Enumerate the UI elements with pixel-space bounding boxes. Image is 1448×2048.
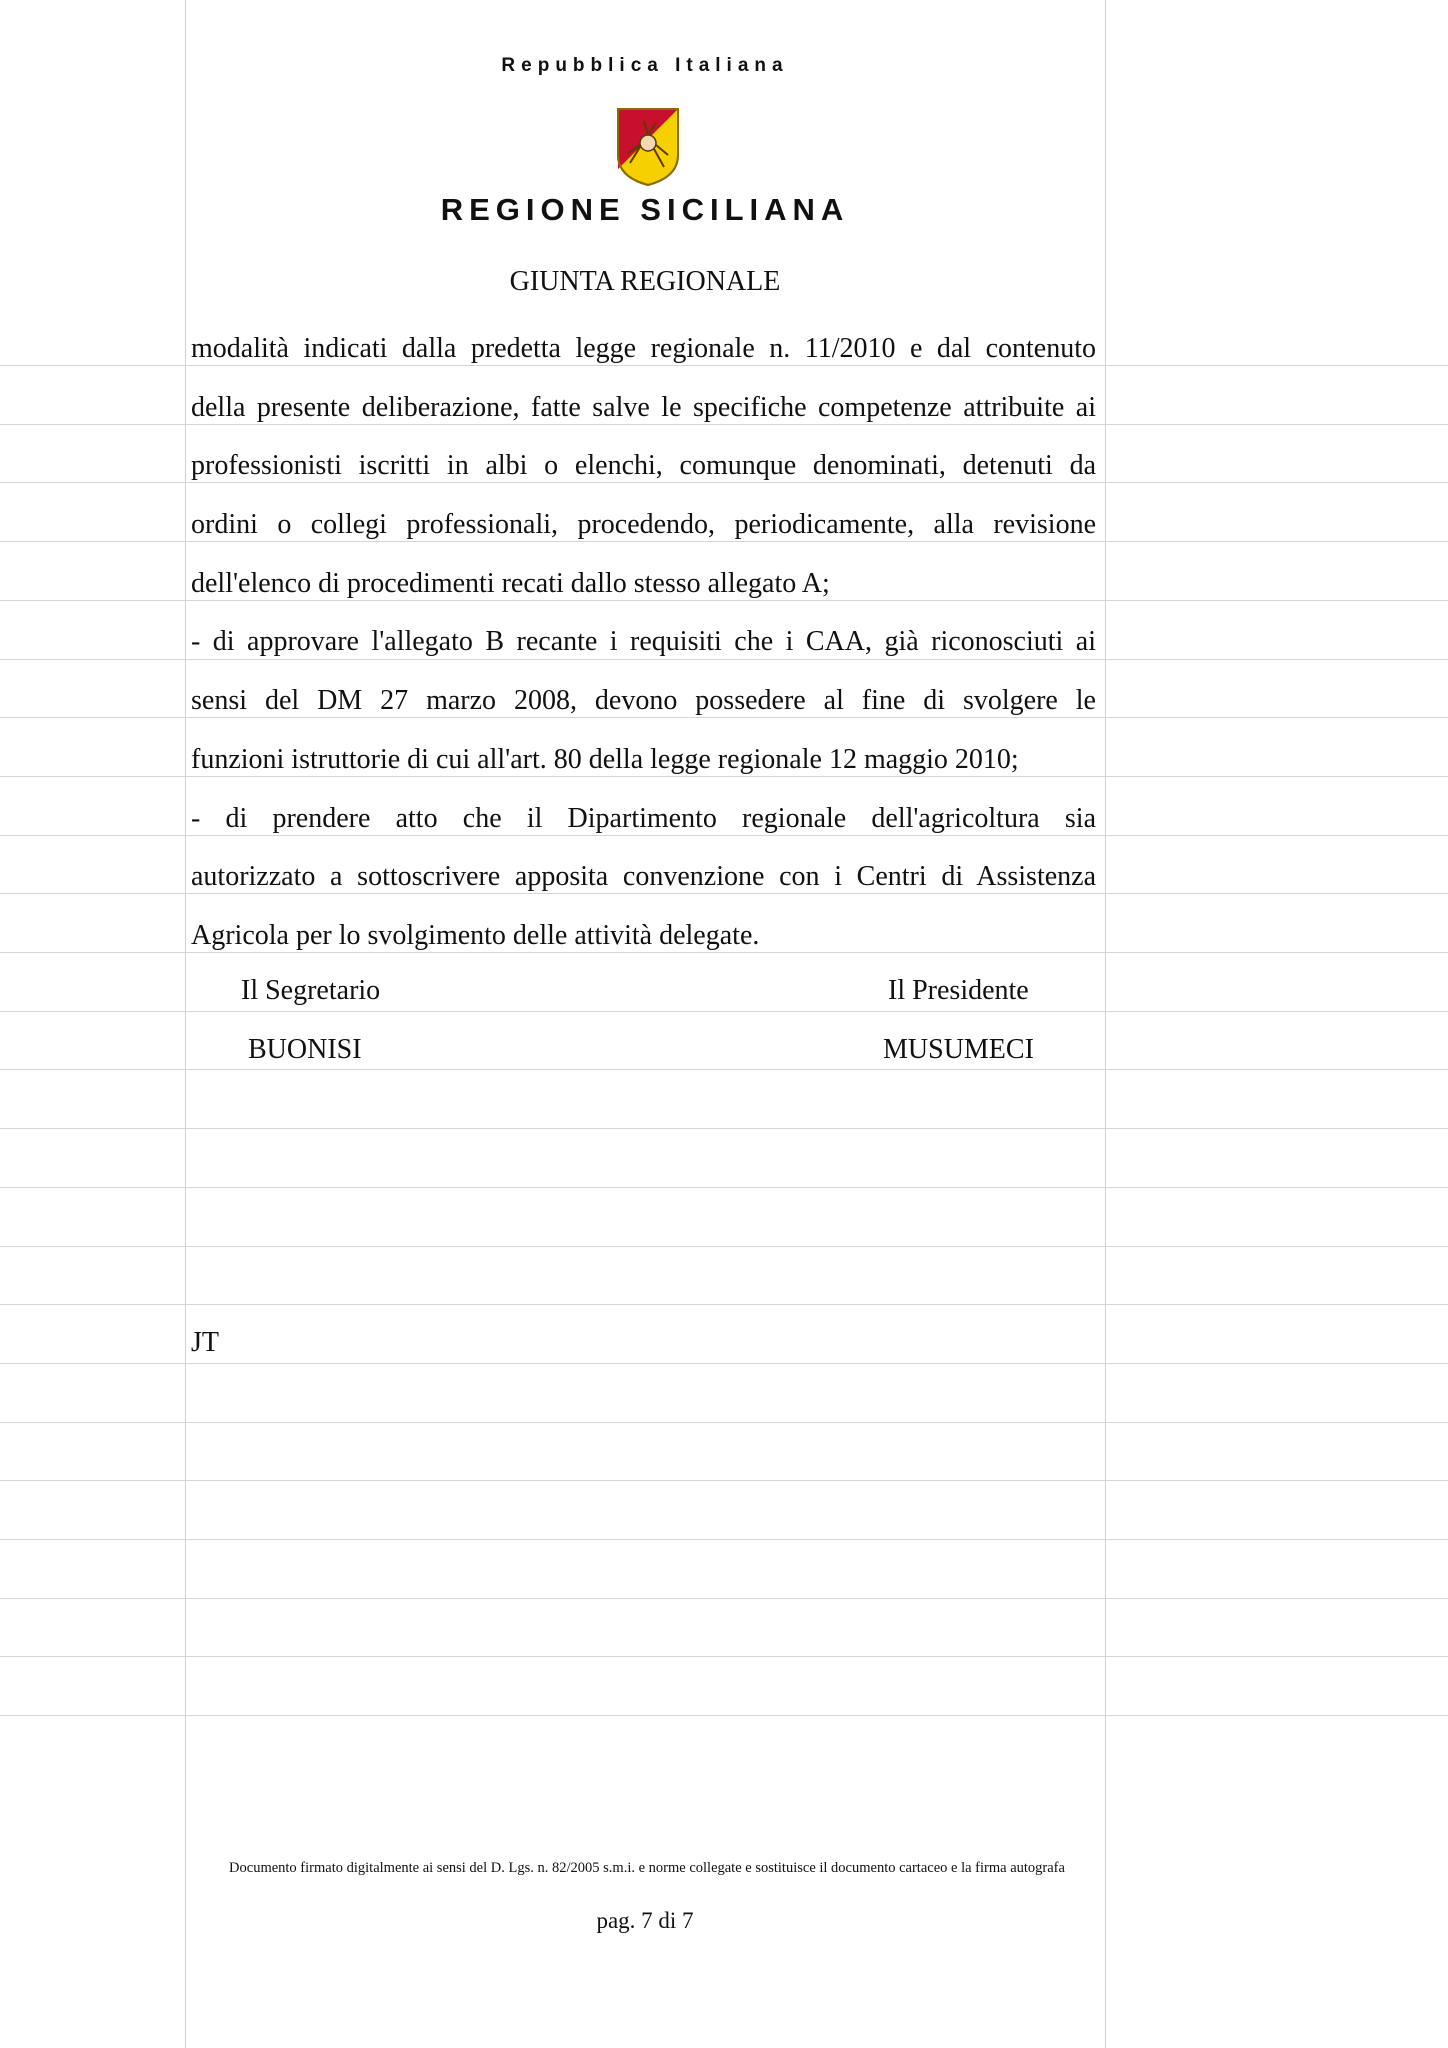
text-line: dell'elenco di procedimenti recati dallo stesso allegato A; (191, 567, 830, 599)
page-number: pag. 7 di 7 (596, 1908, 694, 1933)
document-body (191, 320, 1096, 966)
ruled-line (0, 1539, 1448, 1540)
region-title: REGIONE SICILIANA (440, 192, 850, 227)
republic-header: Repubblica Italiana (501, 55, 789, 76)
text-line: ordini o collegi professionali, procedendo, periodicamente, alla revisione (191, 509, 1096, 541)
text-line: - di approvare l'allegato B recante i requisiti che i CAA, già riconosciuti ai (191, 626, 1096, 658)
ruled-line (0, 1656, 1448, 1657)
giunta-title: GIUNTA REGIONALE (509, 266, 781, 297)
president-title: Il Presidente (888, 975, 1029, 1006)
digital-signature-note: Documento firmato digitalmente ai sensi del D. Lgs. n. 82/2005 s.m.i. e norme collegate e sostituisce il documento cartaceo e la firma autografa (229, 1860, 1065, 1876)
right-margin-line (1105, 0, 1106, 2048)
left-margin-line (185, 0, 186, 2048)
ruled-line (0, 1715, 1448, 1716)
ruled-line (0, 1480, 1448, 1481)
text-line: funzioni istruttorie di cui all'art. 80 della legge regionale 12 maggio 2010; (191, 743, 1019, 775)
text-line: autorizzato a sottoscrivere apposita convenzione con i Centri di Assistenza (191, 861, 1096, 893)
text-line: modalità indicati dalla predetta legge regionale n. 11/2010 e dal contenuto (191, 333, 1096, 364)
ruled-line (0, 1598, 1448, 1599)
ruled-line (0, 1011, 1448, 1012)
text-line: sensi del DM 27 marzo 2008, devono possedere al fine di svolgere le (191, 685, 1096, 717)
text-line: della presente deliberazione, fatte salve le specifiche competenze attribuite ai (191, 391, 1096, 423)
president-name: MUSUMECI (883, 1034, 1034, 1065)
ruled-line (0, 1187, 1448, 1188)
secretary-name: BUONISI (248, 1034, 362, 1065)
trinacria-coat-of-arms-icon (616, 107, 680, 187)
ruled-line (0, 1363, 1448, 1364)
ruled-line (0, 1246, 1448, 1247)
ruled-line (0, 1422, 1448, 1423)
ruled-line (0, 1128, 1448, 1129)
ruled-line (0, 1304, 1448, 1305)
text-line: - di prendere atto che il Dipartimento regionale dell'agricoltura sia (191, 802, 1096, 834)
ruled-line (0, 1069, 1448, 1070)
secretary-title: Il Segretario (241, 975, 381, 1006)
initials: JT (191, 1327, 219, 1358)
text-line: Agricola per lo svolgimento delle attività delegate. (191, 919, 760, 951)
text-line: professionisti iscritti in albi o elenchi, comunque denominati, detenuti da (191, 450, 1096, 482)
